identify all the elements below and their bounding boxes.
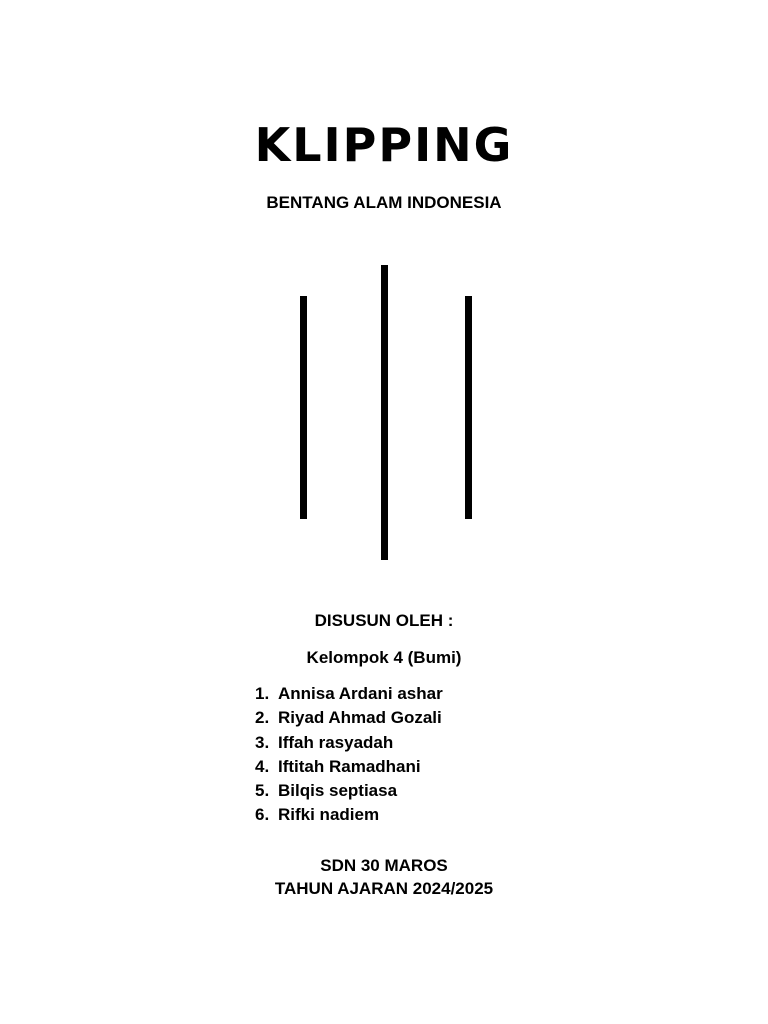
decorative-bar-right (465, 296, 472, 519)
member-name: Annisa Ardani ashar (278, 684, 443, 703)
member-name: Bilqis septiasa (278, 781, 398, 801)
member-name: Rifki nadiem (278, 805, 380, 825)
list-item (255, 779, 443, 803)
member-name: Riyad Ahmad Gozali (278, 708, 442, 728)
author-heading: DISUSUN OLEH : (314, 611, 454, 630)
member-list (255, 682, 443, 828)
list-item (255, 731, 443, 755)
group-name: Kelompok 4 (Bumi) (306, 648, 462, 667)
list-item (255, 706, 443, 730)
decorative-bar-center (381, 265, 388, 560)
document-subtitle: BENTANG ALAM INDONESIA (266, 193, 502, 212)
member-number: 6. (255, 805, 270, 825)
member-name: Iffah rasyadah (278, 732, 394, 752)
school-name: SDN 30 MAROS (320, 856, 448, 875)
member-number: 2. (255, 708, 270, 728)
list-item (255, 682, 443, 706)
member-number: 5. (255, 781, 270, 801)
member-number: 3. (255, 732, 270, 752)
decorative-bar-left (300, 296, 307, 519)
member-number: 1. (255, 684, 270, 703)
list-item (255, 755, 443, 779)
document-title: KLIPPING (254, 118, 514, 172)
member-number: 4. (255, 756, 270, 776)
school-year: TAHUN AJARAN 2024/2025 (274, 879, 494, 898)
list-item (255, 803, 443, 827)
member-name: Iftitah Ramadhani (278, 756, 421, 776)
